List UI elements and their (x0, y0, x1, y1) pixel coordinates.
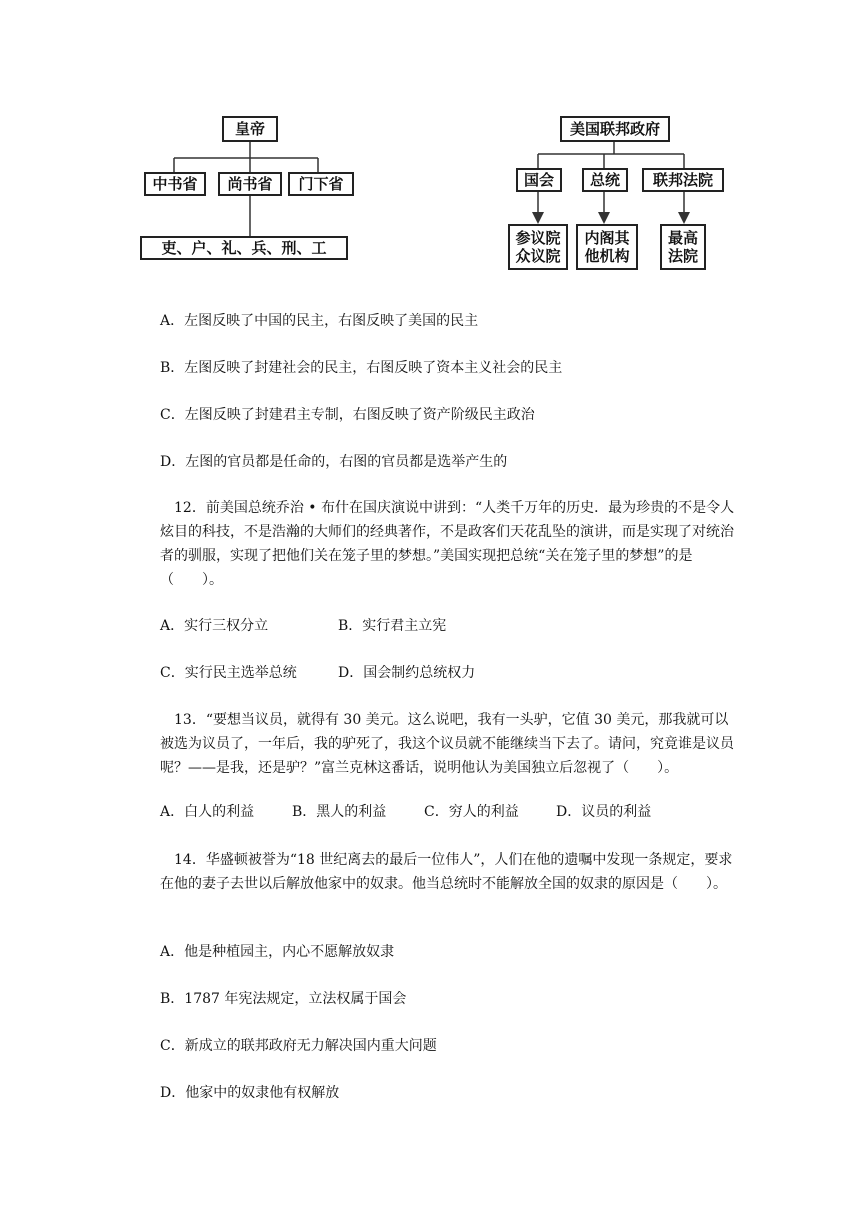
box-six-ministries: 吏、户、礼、兵、刑、工 (140, 236, 348, 260)
q14-option-a: A．他是种植园主，内心不愿解放奴隶 (160, 944, 395, 960)
q14-option-d: D．他家中的奴隶他有权解放 (160, 1085, 340, 1101)
q12-stem: 12．前美国总统乔治 • 布什在国庆演说中讲到：“人类千万年的历史．最为珍贵的不是令人炫目的科技，不是浩瀚的大师们的经典著作，不是政客们天花乱坠的演讲，而是实现了对统治者的驯服，实现了把他们关在笼子里的梦想。”美国实现把总统“关在笼子里的梦想”的是（ ）。 (160, 500, 735, 588)
q13-option-b: B．黑人的利益 (292, 804, 387, 820)
q11-option-a: A．左图反映了中国的民主，右图反映了美国的民主 (160, 313, 479, 329)
q11-option-b: B．左图反映了封建社会的民主，右图反映了资本主义社会的民主 (160, 360, 563, 376)
q11-option-c: C．左图反映了封建君主专制，右图反映了资产阶级民主政治 (160, 407, 535, 423)
q14-option-b: B．1787 年宪法规定，立法权属于国会 (160, 991, 407, 1007)
box-cabinet (576, 224, 638, 270)
diagram-right (500, 108, 734, 278)
house-label: 众议院 (515, 247, 561, 265)
senate-label: 参议院 (515, 229, 561, 247)
cabinet-label-line2: 他机构 (584, 247, 630, 265)
q14-option-c: C．新成立的联邦政府无力解决国内重大问题 (160, 1038, 437, 1054)
q13-option-c: C．穷人的利益 (424, 804, 519, 820)
box-federal-court: 联邦法院 (642, 168, 724, 192)
q12-options-row2 (160, 661, 475, 685)
box-shangshu: 尚书省 (218, 172, 282, 196)
q13-option-a: A．白人的利益 (160, 804, 255, 820)
supreme-label-line1: 最高 (667, 229, 698, 247)
supreme-label-line2: 法院 (667, 247, 698, 265)
q12-option-b: B．实行君主立宪 (338, 618, 447, 634)
cabinet-label-line1: 内阁其 (584, 229, 630, 247)
q13-options-row (160, 800, 651, 824)
q13-stem: 13．“要想当议员，就得有 30 美元。这么说吧，我有一头驴，它值 30 美元，那我就可以被选为议员了，一年后，我的驴死了，我这个议员就不能继续当下去了。请问，究竟谁是议员呢？——是我，还是驴？”富兰克林这番话，说明他认为美国独立后忽视了（ ）。 (160, 712, 734, 776)
q12-options-row1 (160, 614, 446, 638)
box-congress: 国会 (516, 168, 562, 192)
box-president: 总统 (582, 168, 628, 192)
diagram-left (138, 108, 362, 278)
box-zhongshu: 中书省 (144, 172, 206, 196)
box-senate-house (508, 224, 568, 270)
q12-option-a: A．实行三权分立 (160, 618, 269, 634)
box-us-federal-government: 美国联邦政府 (560, 116, 670, 142)
box-supreme-court (660, 224, 706, 270)
box-emperor: 皇帝 (222, 116, 278, 142)
q13-option-d: D．议员的利益 (556, 804, 652, 820)
box-menxia: 门下省 (288, 172, 354, 196)
q11-option-d: D．左图的官员都是任命的，右图的官员都是选举产生的 (160, 454, 508, 470)
q12-option-c: C．实行民主选举总统 (160, 665, 297, 681)
q14-stem: 14．华盛顿被誉为“18 世纪离去的最后一位伟人”，人们在他的遗嘱中发现一条规定，要求在他的妻子去世以后解放他家中的奴隶。他当总统时不能解放全国的奴隶的原因是（ ）。 (160, 852, 733, 892)
q12-option-d: D．国会制约总统权力 (338, 665, 476, 681)
